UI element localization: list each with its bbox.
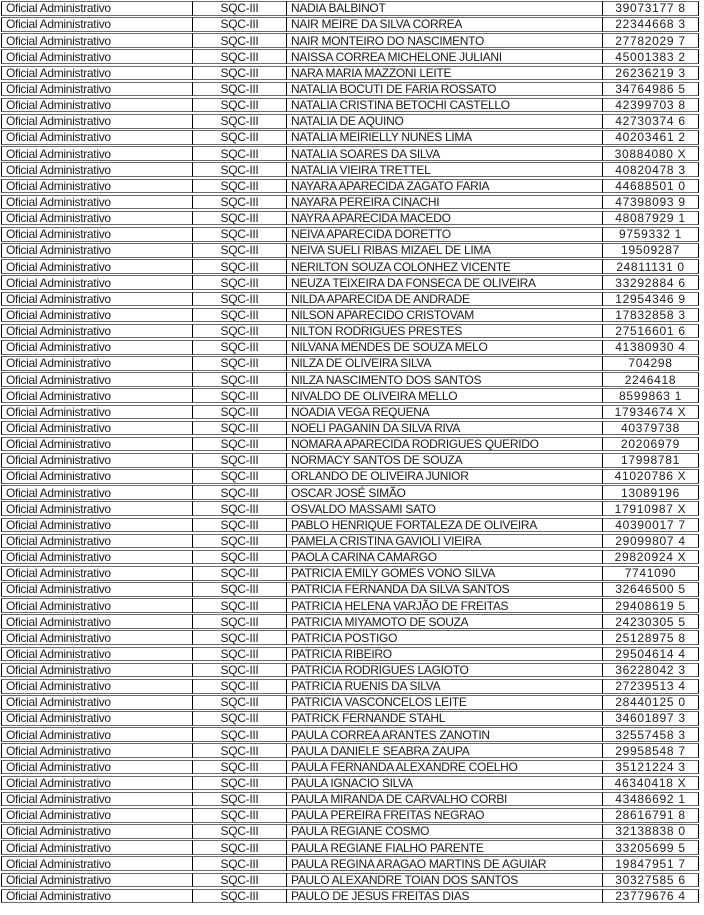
cell-name: OSVALDO MASSAMI SATO — [287, 501, 603, 516]
table-row — [1, 66, 699, 81]
cell-position: Oficial Administrativo — [1, 227, 193, 242]
cell-rg-number: 29408619 5 — [603, 598, 699, 613]
cell-rg-number: 33205699 5 — [603, 840, 699, 855]
cell-rg-number: 44688501 0 — [603, 179, 699, 194]
cell-name: PAULA DANIELE SEABRA ZAUPA — [287, 743, 603, 758]
cell-rg-number: 27782029 7 — [603, 33, 699, 48]
cell-grade: SQC-III — [193, 356, 287, 371]
cell-name: NILSON APARECIDO CRISTOVAM — [287, 308, 603, 323]
table-row — [1, 211, 699, 226]
cell-grade: SQC-III — [193, 663, 287, 678]
cell-name: PATRICK FERNANDE STAHL — [287, 711, 603, 726]
table-row — [1, 679, 699, 694]
cell-name: PAMELA CRISTINA GAVIOLI VIEIRA — [287, 534, 603, 549]
cell-name: NOMARA APARECIDA RODRIGUES QUERIDO — [287, 437, 603, 452]
cell-grade: SQC-III — [193, 308, 287, 323]
table-row — [1, 582, 699, 597]
cell-name: PATRICIA RODRIGUES LAGIOTO — [287, 663, 603, 678]
cell-grade: SQC-III — [193, 130, 287, 145]
cell-name: NAYARA PEREIRA CINACHI — [287, 195, 603, 210]
cell-position: Oficial Administrativo — [1, 259, 193, 274]
cell-position: Oficial Administrativo — [1, 727, 193, 742]
cell-name: PAULA PEREIRA FREITAS NEGRAO — [287, 808, 603, 823]
cell-position: Oficial Administrativo — [1, 550, 193, 565]
cell-grade: SQC-III — [193, 695, 287, 710]
cell-grade: SQC-III — [193, 469, 287, 484]
table-row — [1, 308, 699, 323]
table-row — [1, 534, 699, 549]
table-row — [1, 292, 699, 307]
table-row — [1, 356, 699, 371]
cell-rg-number: 34764986 5 — [603, 82, 699, 97]
table-row — [1, 98, 699, 113]
cell-grade: SQC-III — [193, 17, 287, 32]
table-row — [1, 82, 699, 97]
cell-position: Oficial Administrativo — [1, 453, 193, 468]
cell-rg-number: 46340418 X — [603, 776, 699, 791]
cell-rg-number: 19847951 7 — [603, 856, 699, 871]
cell-name: NATALIA MEIRIELLY NUNES LIMA — [287, 130, 603, 145]
cell-position: Oficial Administrativo — [1, 179, 193, 194]
table-row — [1, 711, 699, 726]
cell-position: Oficial Administrativo — [1, 66, 193, 81]
cell-position: Oficial Administrativo — [1, 776, 193, 791]
table-row — [1, 792, 699, 807]
cell-name: PATRICIA FERNANDA DA SILVA SANTOS — [287, 582, 603, 597]
table-row — [1, 49, 699, 64]
cell-grade: SQC-III — [193, 518, 287, 533]
cell-position: Oficial Administrativo — [1, 873, 193, 888]
cell-rg-number: 25128975 8 — [603, 630, 699, 645]
cell-position: Oficial Administrativo — [1, 518, 193, 533]
table-row — [1, 114, 699, 129]
cell-grade: SQC-III — [193, 485, 287, 500]
table-row — [1, 760, 699, 775]
cell-name: NATALIA BOCUTI DE FARIA ROSSATO — [287, 82, 603, 97]
cell-name: NAYRA APARECIDA MACEDO — [287, 211, 603, 226]
table-row — [1, 453, 699, 468]
cell-grade: SQC-III — [193, 98, 287, 113]
cell-grade: SQC-III — [193, 243, 287, 258]
cell-position: Oficial Administrativo — [1, 695, 193, 710]
cell-rg-number: 40820478 3 — [603, 162, 699, 177]
cell-position: Oficial Administrativo — [1, 146, 193, 161]
cell-position: Oficial Administrativo — [1, 405, 193, 420]
cell-rg-number: 36228042 3 — [603, 663, 699, 678]
cell-grade: SQC-III — [193, 808, 287, 823]
cell-name: NAIR MEIRE DA SILVA CORREA — [287, 17, 603, 32]
cell-position: Oficial Administrativo — [1, 356, 193, 371]
cell-grade: SQC-III — [193, 421, 287, 436]
cell-rg-number: 48087929 1 — [603, 211, 699, 226]
cell-rg-number: 9759332 1 — [603, 227, 699, 242]
cell-grade: SQC-III — [193, 66, 287, 81]
cell-grade: SQC-III — [193, 195, 287, 210]
cell-rg-number: 27239513 4 — [603, 679, 699, 694]
cell-name: NIVALDO DE OLIVEIRA MELLO — [287, 388, 603, 403]
cell-rg-number: 42730374 6 — [603, 114, 699, 129]
table-row — [1, 388, 699, 403]
cell-rg-number: 7741090 — [603, 566, 699, 581]
cell-name: NOADIA VEGA REQUENA — [287, 405, 603, 420]
table-row — [1, 856, 699, 871]
cell-name: PAULA CORREA ARANTES ZANOTIN — [287, 727, 603, 742]
cell-position: Oficial Administrativo — [1, 647, 193, 662]
cell-grade: SQC-III — [193, 743, 287, 758]
table-row — [1, 405, 699, 420]
cell-name: NATALIA VIEIRA TRETTEL — [287, 162, 603, 177]
cell-grade: SQC-III — [193, 614, 287, 629]
cell-name: NAIR MONTEIRO DO NASCIMENTO — [287, 33, 603, 48]
cell-name: PATRICIA POSTIGO — [287, 630, 603, 645]
cell-grade: SQC-III — [193, 566, 287, 581]
cell-position: Oficial Administrativo — [1, 324, 193, 339]
cell-name: PAULA REGIANE COSMO — [287, 824, 603, 839]
cell-grade: SQC-III — [193, 792, 287, 807]
table-row — [1, 647, 699, 662]
cell-grade: SQC-III — [193, 776, 287, 791]
cell-grade: SQC-III — [193, 388, 287, 403]
cell-name: PATRICIA VASCONCELOS LEITE — [287, 695, 603, 710]
cell-position: Oficial Administrativo — [1, 49, 193, 64]
cell-position: Oficial Administrativo — [1, 211, 193, 226]
table-row — [1, 776, 699, 791]
cell-rg-number: 41380930 4 — [603, 340, 699, 355]
table-row — [1, 550, 699, 565]
cell-name: PAULA FERNANDA ALEXANDRE COELHO — [287, 760, 603, 775]
cell-rg-number: 34601897 3 — [603, 711, 699, 726]
cell-position: Oficial Administrativo — [1, 582, 193, 597]
cell-position: Oficial Administrativo — [1, 792, 193, 807]
cell-position: Oficial Administrativo — [1, 388, 193, 403]
cell-rg-number: 13089196 — [603, 485, 699, 500]
cell-position: Oficial Administrativo — [1, 130, 193, 145]
cell-rg-number: 29099807 4 — [603, 534, 699, 549]
cell-position: Oficial Administrativo — [1, 469, 193, 484]
cell-grade: SQC-III — [193, 760, 287, 775]
cell-position: Oficial Administrativo — [1, 630, 193, 645]
cell-position: Oficial Administrativo — [1, 421, 193, 436]
cell-position: Oficial Administrativo — [1, 534, 193, 549]
table-row — [1, 259, 699, 274]
table-row — [1, 340, 699, 355]
cell-name: NATALIA CRISTINA BETOCHI CASTELLO — [287, 98, 603, 113]
cell-rg-number: 45001383 2 — [603, 49, 699, 64]
cell-rg-number: 17910987 X — [603, 501, 699, 516]
table-row — [1, 437, 699, 452]
cell-name: NAISSA CORREA MICHELONE JULIANI — [287, 49, 603, 64]
cell-grade: SQC-III — [193, 372, 287, 387]
cell-grade: SQC-III — [193, 856, 287, 871]
cell-position: Oficial Administrativo — [1, 614, 193, 629]
cell-rg-number: 2246418 — [603, 372, 699, 387]
cell-rg-number: 32138838 0 — [603, 824, 699, 839]
cell-grade: SQC-III — [193, 49, 287, 64]
cell-rg-number: 33292884 6 — [603, 275, 699, 290]
cell-rg-number: 17832858 3 — [603, 308, 699, 323]
cell-position: Oficial Administrativo — [1, 760, 193, 775]
cell-grade: SQC-III — [193, 211, 287, 226]
cell-rg-number: 27516601 6 — [603, 324, 699, 339]
cell-rg-number: 28616791 8 — [603, 808, 699, 823]
cell-grade: SQC-III — [193, 340, 287, 355]
cell-position: Oficial Administrativo — [1, 82, 193, 97]
cell-position: Oficial Administrativo — [1, 808, 193, 823]
table-row — [1, 162, 699, 177]
cell-name: NAYARA APARECIDA ZAGATO FARIA — [287, 179, 603, 194]
table-row — [1, 275, 699, 290]
cell-position: Oficial Administrativo — [1, 824, 193, 839]
cell-rg-number: 28440125 0 — [603, 695, 699, 710]
cell-rg-number: 704298 — [603, 356, 699, 371]
cell-name: NERILTON SOUZA COLONHEZ VICENTE — [287, 259, 603, 274]
cell-grade: SQC-III — [193, 227, 287, 242]
table-row — [1, 808, 699, 823]
cell-position: Oficial Administrativo — [1, 663, 193, 678]
cell-grade: SQC-III — [193, 82, 287, 97]
cell-rg-number: 30884080 X — [603, 146, 699, 161]
cell-grade: SQC-III — [193, 873, 287, 888]
table-row — [1, 324, 699, 339]
cell-position: Oficial Administrativo — [1, 292, 193, 307]
table-row — [1, 130, 699, 145]
table-row — [1, 372, 699, 387]
cell-position: Oficial Administrativo — [1, 162, 193, 177]
cell-rg-number: 26236219 3 — [603, 66, 699, 81]
cell-position: Oficial Administrativo — [1, 275, 193, 290]
table-row — [1, 695, 699, 710]
table-row — [1, 566, 699, 581]
table-row — [1, 195, 699, 210]
cell-rg-number: 40390017 7 — [603, 518, 699, 533]
cell-rg-number: 42399703 8 — [603, 98, 699, 113]
table-row — [1, 630, 699, 645]
cell-name: NOELI PAGANIN DA SILVA RIVA — [287, 421, 603, 436]
table-row — [1, 227, 699, 242]
cell-rg-number: 40203461 2 — [603, 130, 699, 145]
table-row — [1, 243, 699, 258]
cell-name: NATALIA DE AQUINO — [287, 114, 603, 129]
cell-grade: SQC-III — [193, 727, 287, 742]
cell-grade: SQC-III — [193, 840, 287, 855]
table-row — [1, 824, 699, 839]
table-row — [1, 889, 699, 904]
cell-rg-number: 30327585 6 — [603, 873, 699, 888]
cell-position: Oficial Administrativo — [1, 372, 193, 387]
table-row — [1, 840, 699, 855]
table-row — [1, 501, 699, 516]
cell-name: PATRICIA EMILY GOMES VONO SILVA — [287, 566, 603, 581]
cell-grade: SQC-III — [193, 292, 287, 307]
cell-position: Oficial Administrativo — [1, 33, 193, 48]
cell-grade: SQC-III — [193, 824, 287, 839]
cell-name: PATRICIA RIBEIRO — [287, 647, 603, 662]
cell-grade: SQC-III — [193, 275, 287, 290]
cell-grade: SQC-III — [193, 598, 287, 613]
cell-grade: SQC-III — [193, 630, 287, 645]
cell-name: PAULA REGINA ARAGAO MARTINS DE AGUIAR — [287, 856, 603, 871]
cell-position: Oficial Administrativo — [1, 114, 193, 129]
cell-rg-number: 35121224 3 — [603, 760, 699, 775]
cell-grade: SQC-III — [193, 146, 287, 161]
cell-grade: SQC-III — [193, 179, 287, 194]
cell-position: Oficial Administrativo — [1, 598, 193, 613]
cell-rg-number: 24811131 0 — [603, 259, 699, 274]
cell-grade: SQC-III — [193, 162, 287, 177]
table-row — [1, 485, 699, 500]
cell-grade: SQC-III — [193, 437, 287, 452]
cell-rg-number: 17998781 — [603, 453, 699, 468]
cell-rg-number: 8599863 1 — [603, 388, 699, 403]
cell-name: PAULO DE JESUS FREITAS DIAS — [287, 889, 603, 904]
cell-rg-number: 19509287 — [603, 243, 699, 258]
table-row — [1, 469, 699, 484]
cell-position: Oficial Administrativo — [1, 840, 193, 855]
cell-position: Oficial Administrativo — [1, 195, 193, 210]
cell-name: NATALIA SOARES DA SILVA — [287, 146, 603, 161]
cell-position: Oficial Administrativo — [1, 501, 193, 516]
cell-name: NILZA NASCIMENTO DOS SANTOS — [287, 372, 603, 387]
cell-rg-number: 29958548 7 — [603, 743, 699, 758]
cell-position: Oficial Administrativo — [1, 679, 193, 694]
table-row — [1, 1, 699, 16]
cell-grade: SQC-III — [193, 582, 287, 597]
cell-grade: SQC-III — [193, 114, 287, 129]
cell-name: NEUZA TEIXEIRA DA FONSECA DE OLIVEIRA — [287, 275, 603, 290]
cell-grade: SQC-III — [193, 501, 287, 516]
cell-rg-number: 22344668 3 — [603, 17, 699, 32]
cell-rg-number: 23779676 4 — [603, 889, 699, 904]
cell-grade: SQC-III — [193, 550, 287, 565]
cell-grade: SQC-III — [193, 324, 287, 339]
cell-name: PATRICIA RUENIS DA SILVA — [287, 679, 603, 694]
table-row — [1, 17, 699, 32]
cell-position: Oficial Administrativo — [1, 711, 193, 726]
cell-rg-number: 24230305 5 — [603, 614, 699, 629]
cell-rg-number: 47398093 9 — [603, 195, 699, 210]
cell-name: PAULA MIRANDA DE CARVALHO CORBI — [287, 792, 603, 807]
table-row — [1, 727, 699, 742]
cell-grade: SQC-III — [193, 453, 287, 468]
table-row — [1, 743, 699, 758]
table-row — [1, 33, 699, 48]
cell-position: Oficial Administrativo — [1, 1, 193, 16]
cell-rg-number: 29820924 X — [603, 550, 699, 565]
cell-grade: SQC-III — [193, 534, 287, 549]
table-row — [1, 614, 699, 629]
cell-position: Oficial Administrativo — [1, 17, 193, 32]
cell-name: NARA MARIA MAZZONI LEITE — [287, 66, 603, 81]
cell-name: NADIA BALBINOT — [287, 1, 603, 16]
cell-position: Oficial Administrativo — [1, 340, 193, 355]
cell-position: Oficial Administrativo — [1, 243, 193, 258]
table-row — [1, 663, 699, 678]
cell-grade: SQC-III — [193, 33, 287, 48]
cell-position: Oficial Administrativo — [1, 856, 193, 871]
table-row — [1, 873, 699, 888]
cell-position: Oficial Administrativo — [1, 308, 193, 323]
cell-rg-number: 43486692 1 — [603, 792, 699, 807]
table-row — [1, 598, 699, 613]
cell-name: NILDA APARECIDA DE ANDRADE — [287, 292, 603, 307]
cell-name: NILZA DE OLIVEIRA SILVA — [287, 356, 603, 371]
table-row — [1, 518, 699, 533]
cell-rg-number: 32646500 5 — [603, 582, 699, 597]
cell-rg-number: 40379738 — [603, 421, 699, 436]
cell-name: ORLANDO DE OLIVEIRA JUNIOR — [287, 469, 603, 484]
cell-position: Oficial Administrativo — [1, 566, 193, 581]
cell-grade: SQC-III — [193, 889, 287, 904]
table-row — [1, 146, 699, 161]
cell-grade: SQC-III — [193, 259, 287, 274]
cell-rg-number: 41020786 X — [603, 469, 699, 484]
cell-rg-number: 20206979 — [603, 437, 699, 452]
cell-name: NEIVA APARECIDA DORETTO — [287, 227, 603, 242]
cell-name: NORMACY SANTOS DE SOUZA — [287, 453, 603, 468]
cell-rg-number: 39073177 8 — [603, 1, 699, 16]
cell-grade: SQC-III — [193, 647, 287, 662]
cell-name: PAULA REGIANE FIALHO PARENTE — [287, 840, 603, 855]
cell-grade: SQC-III — [193, 405, 287, 420]
cell-rg-number: 32557458 3 — [603, 727, 699, 742]
cell-name: PAULA IGNACIO SILVA — [287, 776, 603, 791]
cell-name: OSCAR JOSÉ SIMÃO — [287, 485, 603, 500]
cell-name: NILVANA MENDES DE SOUZA MELO — [287, 340, 603, 355]
table-row — [1, 179, 699, 194]
cell-name: NEIVA SUELI RIBAS MIZAEL DE LIMA — [287, 243, 603, 258]
cell-name: PAULO ALEXANDRE TOIAN DOS SANTOS — [287, 873, 603, 888]
cell-position: Oficial Administrativo — [1, 743, 193, 758]
cell-grade: SQC-III — [193, 679, 287, 694]
cell-rg-number: 29504614 4 — [603, 647, 699, 662]
cell-name: PAOLA CARINA CAMARGO — [287, 550, 603, 565]
cell-position: Oficial Administrativo — [1, 889, 193, 904]
cell-name: NILTON RODRIGUES PRESTES — [287, 324, 603, 339]
cell-name: PATRICIA MIYAMOTO DE SOUZA — [287, 614, 603, 629]
cell-position: Oficial Administrativo — [1, 437, 193, 452]
cell-position: Oficial Administrativo — [1, 98, 193, 113]
cell-rg-number: 12954346 9 — [603, 292, 699, 307]
cell-name: PABLO HENRIQUE FORTALEZA DE OLIVEIRA — [287, 518, 603, 533]
cell-rg-number: 17934674 X — [603, 405, 699, 420]
cell-grade: SQC-III — [193, 711, 287, 726]
cell-position: Oficial Administrativo — [1, 485, 193, 500]
cell-grade: SQC-III — [193, 1, 287, 16]
cell-name: PATRICIA HELENA VARJÃO DE FREITAS — [287, 598, 603, 613]
table-row — [1, 421, 699, 436]
